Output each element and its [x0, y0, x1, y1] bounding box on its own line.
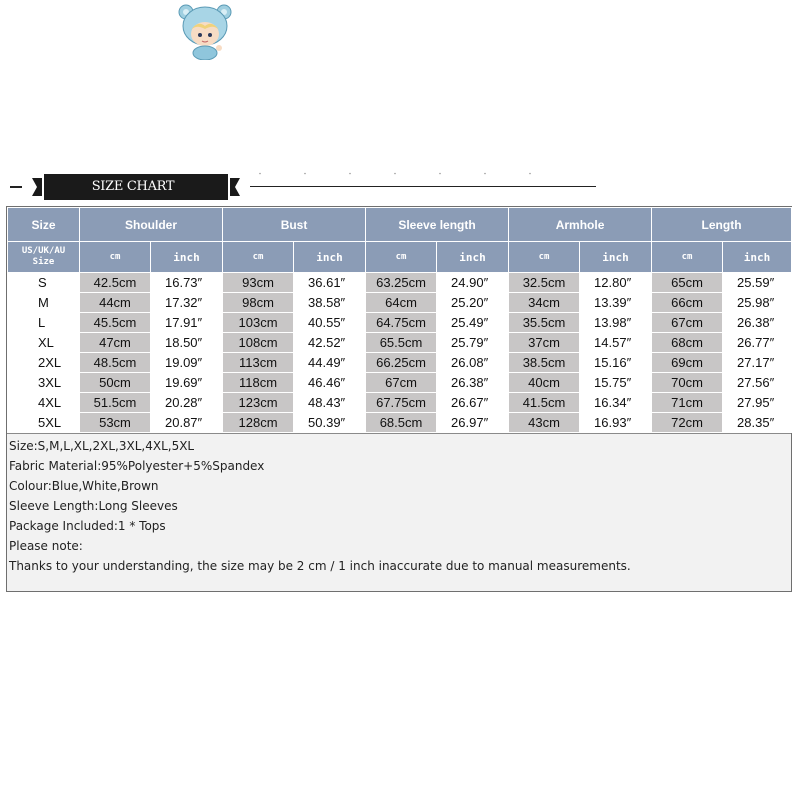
- unit-cm: cm: [223, 242, 294, 273]
- inch-cell: 15.16″: [580, 353, 652, 373]
- inch-cell: 16.73″: [151, 273, 223, 293]
- cm-cell: 53cm: [80, 413, 151, 433]
- cm-cell: 64cm: [366, 293, 437, 313]
- cm-cell: 42.5cm: [80, 273, 151, 293]
- cm-cell: 113cm: [223, 353, 294, 373]
- inch-cell: 28.35″: [723, 413, 792, 433]
- table-row: [8, 273, 792, 293]
- inch-cell: 44.49″: [294, 353, 366, 373]
- inch-cell: 26.77″: [723, 333, 792, 353]
- inch-cell: 50.39″: [294, 413, 366, 433]
- cm-cell: 44cm: [80, 293, 151, 313]
- unit-inch: inch: [437, 242, 509, 273]
- cm-cell: 51.5cm: [80, 393, 151, 413]
- table-row: [8, 393, 792, 413]
- size-table: [7, 207, 792, 433]
- cm-cell: 67cm: [366, 373, 437, 393]
- table-row: [8, 413, 792, 433]
- cm-cell: 40cm: [509, 373, 580, 393]
- cm-cell: 38.5cm: [509, 353, 580, 373]
- unit-inch: inch: [580, 242, 652, 273]
- size-chart-title-row: [0, 172, 800, 202]
- cm-cell: 65cm: [652, 273, 723, 293]
- inch-cell: 27.17″: [723, 353, 792, 373]
- info-note-title: Please note:: [9, 539, 83, 553]
- cm-cell: 66.25cm: [366, 353, 437, 373]
- cm-cell: 128cm: [223, 413, 294, 433]
- inch-cell: 15.75″: [580, 373, 652, 393]
- size-cell: L: [8, 313, 80, 333]
- cm-cell: 65.5cm: [366, 333, 437, 353]
- size-region-label: US/UK/AU Size: [8, 242, 80, 273]
- inch-cell: 42.52″: [294, 333, 366, 353]
- table-row: [8, 373, 792, 393]
- inch-cell: 25.79″: [437, 333, 509, 353]
- inch-cell: 12.80″: [580, 273, 652, 293]
- cm-cell: 68.5cm: [366, 413, 437, 433]
- cm-cell: 68cm: [652, 333, 723, 353]
- inch-cell: 14.57″: [580, 333, 652, 353]
- title-dash: [10, 186, 22, 188]
- inch-cell: 40.55″: [294, 313, 366, 333]
- size-cell: 2XL: [8, 353, 80, 373]
- table-row: [8, 353, 792, 373]
- info-package: Package Included:1 * Tops: [9, 519, 166, 533]
- cm-cell: 108cm: [223, 333, 294, 353]
- inch-cell: 26.38″: [723, 313, 792, 333]
- inch-cell: 26.97″: [437, 413, 509, 433]
- unit-cm: cm: [652, 242, 723, 273]
- inch-cell: 46.46″: [294, 373, 366, 393]
- table-row: [8, 293, 792, 313]
- inch-cell: 20.28″: [151, 393, 223, 413]
- unit-inch: inch: [723, 242, 792, 273]
- size-cell: 3XL: [8, 373, 80, 393]
- info-sleeve: Sleeve Length:Long Sleeves: [9, 499, 178, 513]
- inch-cell: 24.90″: [437, 273, 509, 293]
- cm-cell: 41.5cm: [509, 393, 580, 413]
- cm-cell: 50cm: [80, 373, 151, 393]
- inch-cell: 25.98″: [723, 293, 792, 313]
- cm-cell: 71cm: [652, 393, 723, 413]
- cm-cell: 69cm: [652, 353, 723, 373]
- unit-inch: inch: [151, 242, 223, 273]
- inch-cell: 13.39″: [580, 293, 652, 313]
- inch-cell: 13.98″: [580, 313, 652, 333]
- cm-cell: 67.75cm: [366, 393, 437, 413]
- unit-row: [8, 242, 792, 273]
- header-armhole: Armhole: [509, 208, 652, 242]
- size-cell: 4XL: [8, 393, 80, 413]
- inch-cell: 16.34″: [580, 393, 652, 413]
- header-shoulder: Shoulder: [80, 208, 223, 242]
- cm-cell: 103cm: [223, 313, 294, 333]
- inch-cell: 48.43″: [294, 393, 366, 413]
- header-bust: Bust: [223, 208, 366, 242]
- header-length: Length: [652, 208, 792, 242]
- inch-cell: 16.93″: [580, 413, 652, 433]
- size-cell: S: [8, 273, 80, 293]
- inch-cell: 25.49″: [437, 313, 509, 333]
- table-row: [8, 313, 792, 333]
- inch-cell: 17.91″: [151, 313, 223, 333]
- cm-cell: 98cm: [223, 293, 294, 313]
- cm-cell: 35.5cm: [509, 313, 580, 333]
- cm-cell: 37cm: [509, 333, 580, 353]
- cm-cell: 70cm: [652, 373, 723, 393]
- product-info: [7, 433, 791, 591]
- cm-cell: 48.5cm: [80, 353, 151, 373]
- cm-cell: 47cm: [80, 333, 151, 353]
- cm-cell: 118cm: [223, 373, 294, 393]
- info-fabric: Fabric Material:95%Polyester+5%Spandex: [9, 459, 265, 473]
- size-chart: [6, 206, 792, 592]
- unit-cm: cm: [366, 242, 437, 273]
- page-title: SIZE CHART: [91, 179, 175, 194]
- info-sizes: Size:S,M,L,XL,2XL,3XL,4XL,5XL: [9, 439, 195, 453]
- inch-cell: 38.58″: [294, 293, 366, 313]
- unit-inch: inch: [294, 242, 366, 273]
- size-cell: XL: [8, 333, 80, 353]
- info-note-text: Thanks to your understanding, the size may be 2 cm / 1 inch inaccurate due to manual measurements.: [9, 559, 631, 573]
- inch-cell: 27.56″: [723, 373, 792, 393]
- header-row: [8, 208, 792, 242]
- inch-cell: 17.32″: [151, 293, 223, 313]
- cm-cell: 67cm: [652, 313, 723, 333]
- inch-cell: 26.67″: [437, 393, 509, 413]
- cm-cell: 64.75cm: [366, 313, 437, 333]
- size-cell: M: [8, 293, 80, 313]
- info-colour: Colour:Blue,White,Brown: [9, 479, 159, 493]
- cm-cell: 43cm: [509, 413, 580, 433]
- inch-cell: 36.61″: [294, 273, 366, 293]
- unit-cm: cm: [80, 242, 151, 273]
- cm-cell: 72cm: [652, 413, 723, 433]
- table-row: [8, 333, 792, 353]
- inch-cell: 26.08″: [437, 353, 509, 373]
- cm-cell: 63.25cm: [366, 273, 437, 293]
- inch-cell: 19.69″: [151, 373, 223, 393]
- inch-cell: 19.09″: [151, 353, 223, 373]
- header-size: Size: [8, 208, 80, 242]
- title-dots: [250, 172, 596, 175]
- inch-cell: 18.50″: [151, 333, 223, 353]
- cm-cell: 34cm: [509, 293, 580, 313]
- unit-cm: cm: [509, 242, 580, 273]
- cm-cell: 123cm: [223, 393, 294, 413]
- cm-cell: 45.5cm: [80, 313, 151, 333]
- inch-cell: 25.20″: [437, 293, 509, 313]
- cm-cell: 93cm: [223, 273, 294, 293]
- title-underline: [250, 186, 596, 187]
- inch-cell: 27.95″: [723, 393, 792, 413]
- cm-cell: 32.5cm: [509, 273, 580, 293]
- cm-cell: 66cm: [652, 293, 723, 313]
- size-cell: 5XL: [8, 413, 80, 433]
- mascot-icon: [176, 2, 234, 60]
- inch-cell: 25.59″: [723, 273, 792, 293]
- inch-cell: 20.87″: [151, 413, 223, 433]
- inch-cell: 26.38″: [437, 373, 509, 393]
- header-sleeve-length: Sleeve length: [366, 208, 509, 242]
